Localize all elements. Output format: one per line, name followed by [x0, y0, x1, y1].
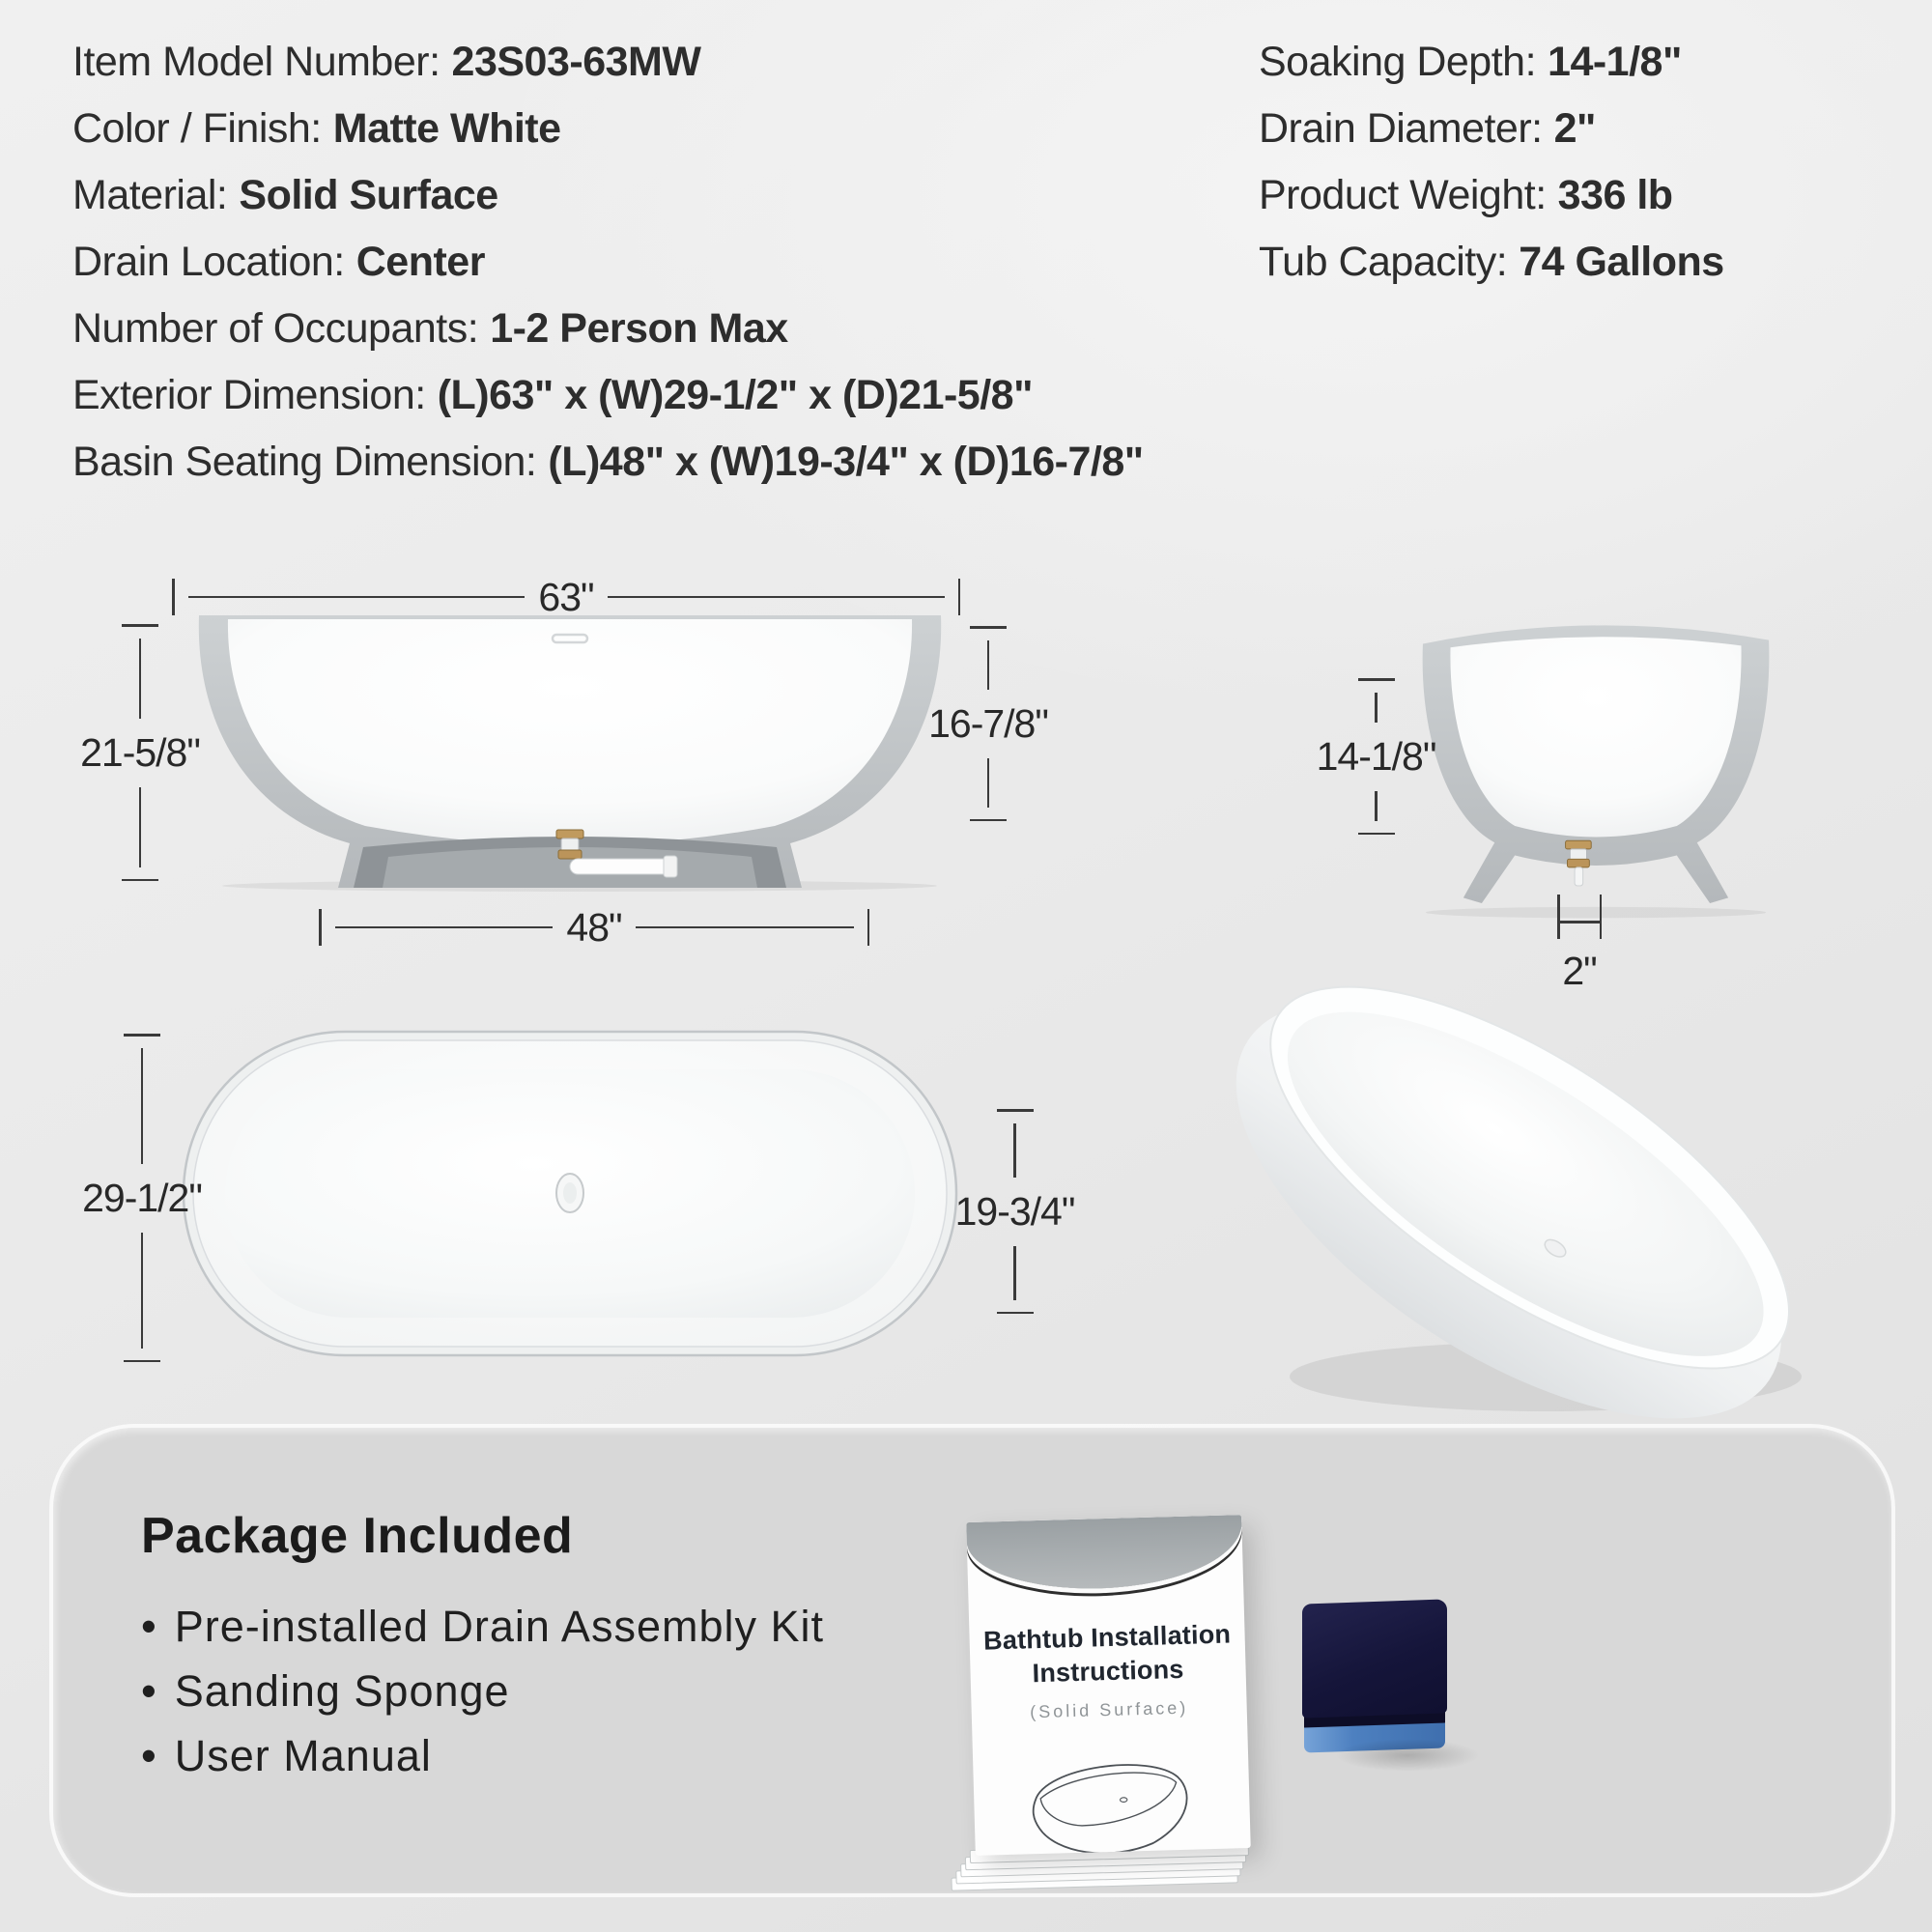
spec-label: Tub Capacity:	[1259, 239, 1508, 285]
package-item-label: Sanding Sponge	[174, 1666, 510, 1716]
perspective-view-drawing	[1188, 966, 1845, 1425]
dimension-label: 63"	[538, 574, 594, 619]
spec-occupants	[72, 296, 1144, 362]
dimension-label: 14-1/8"	[1316, 733, 1436, 779]
spec-drain-diameter	[1259, 96, 1724, 162]
dim-tick	[997, 1109, 1034, 1112]
dim-basin-width	[945, 1109, 1085, 1314]
dim-line	[139, 639, 142, 719]
spec-value: (L)63" x (W)29-1/2" x (D)21-5/8"	[437, 372, 1033, 418]
dimension-label: 16-7/8"	[928, 700, 1048, 746]
spec-label: Exterior Dimension:	[72, 372, 426, 418]
spec-label: Drain Diameter:	[1259, 105, 1543, 152]
bullet-icon: •	[141, 1666, 157, 1716]
manual-title-line1: Bathtub Installation	[982, 1619, 1232, 1656]
spec-value: 1-2 Person Max	[490, 305, 788, 352]
sponge-top-face	[1302, 1599, 1447, 1718]
spec-material	[72, 162, 1144, 229]
spec-tub-capacity	[1259, 229, 1724, 296]
dim-tick	[1358, 833, 1395, 836]
drain-assembly	[1566, 840, 1592, 886]
dim-tick	[1557, 895, 1560, 939]
spec-label: Drain Location:	[72, 239, 345, 285]
dim-tick	[1600, 895, 1603, 939]
dimension-label: 29-1/2"	[82, 1175, 202, 1220]
manual-header-band	[966, 1515, 1243, 1592]
spec-value: Solid Surface	[239, 172, 498, 218]
dim-tick	[172, 579, 175, 615]
spec-basin-dimension	[72, 429, 1144, 496]
dim-tick	[970, 819, 1007, 822]
front-view-drawing	[184, 611, 956, 892]
dim-line	[636, 926, 854, 929]
spec-value: (L)48" x (W)19-3/4" x (D)16-7/8"	[548, 439, 1144, 485]
tub-3d	[1188, 966, 1845, 1425]
spec-column-left	[72, 29, 1144, 496]
dim-soaking-depth	[1306, 678, 1446, 835]
top-view-drawing	[179, 1027, 961, 1360]
dim-line	[987, 640, 990, 690]
dim-exterior-length	[172, 574, 960, 619]
dimension-label: 21-5/8"	[80, 729, 200, 775]
dim-line	[1375, 791, 1378, 821]
spec-label: Color / Finish:	[72, 105, 322, 152]
dim-line	[141, 1048, 144, 1164]
dim-tick	[1358, 678, 1395, 681]
spec-value: 74 Gallons	[1519, 239, 1724, 285]
package-list	[141, 1594, 824, 1788]
package-item-sponge	[141, 1659, 824, 1723]
dimension-label: 19-3/4"	[954, 1188, 1075, 1234]
tub-interior	[1450, 637, 1741, 837]
manual-title	[969, 1617, 1246, 1692]
spec-value: 14-1/8"	[1548, 39, 1682, 85]
spec-label: Material:	[72, 172, 228, 218]
package-item-label: Pre-installed Drain Assembly Kit	[174, 1602, 825, 1651]
spec-label: Number of Occupants:	[72, 305, 479, 352]
dim-drain-diameter	[1557, 895, 1602, 993]
bullet-icon: •	[141, 1602, 157, 1651]
tub-line-drawing	[1013, 1741, 1209, 1856]
spec-label: Item Model Number:	[72, 39, 440, 85]
dim-line	[987, 758, 990, 808]
dim-tick	[124, 1034, 160, 1037]
spec-drain-location	[72, 229, 1144, 296]
dim-line	[1013, 1123, 1016, 1178]
spec-label: Basin Seating Dimension:	[72, 439, 537, 485]
dim-tick	[122, 624, 158, 627]
sanding-sponge	[1302, 1602, 1447, 1756]
spec-label: Product Weight:	[1259, 172, 1547, 218]
spec-item-model-number	[72, 29, 1144, 96]
dim-line	[188, 596, 526, 599]
dim-tick	[122, 879, 158, 882]
package-heading: Package Included	[141, 1508, 574, 1564]
spec-value: Center	[355, 239, 485, 285]
dim-tick	[997, 1312, 1034, 1315]
dim-line	[1559, 921, 1600, 923]
spec-color-finish	[72, 96, 1144, 162]
dimension-label: 2"	[1562, 949, 1597, 993]
side-view-drawing	[1403, 614, 1789, 923]
package-item-label: User Manual	[174, 1731, 432, 1780]
dim-tick	[867, 909, 870, 946]
dim-tick	[319, 909, 322, 946]
package-item-manual	[141, 1723, 824, 1788]
dim-line	[1375, 693, 1378, 723]
dim-tick	[124, 1360, 160, 1363]
drain-hole-inner	[563, 1182, 577, 1204]
dim-line	[139, 787, 142, 867]
package-item-drain-kit	[141, 1594, 824, 1659]
bullet-icon: •	[141, 1731, 157, 1780]
dim-line	[1013, 1246, 1016, 1300]
dim-exterior-depth	[68, 624, 213, 881]
manual-subtitle: (Solid Surface)	[1029, 1697, 1189, 1722]
dimension-label: 48"	[566, 904, 622, 950]
spec-exterior-dimension	[72, 362, 1144, 429]
dim-tick	[970, 626, 1007, 629]
spec-value: 336 lb	[1557, 172, 1673, 218]
dim-basin-length	[319, 904, 869, 950]
spec-value: 23S03-63MW	[451, 39, 701, 85]
spec-value: Matte White	[332, 105, 561, 152]
spec-product-weight	[1259, 162, 1724, 229]
dim-line	[335, 926, 554, 929]
spec-soaking-depth	[1259, 29, 1724, 96]
dim-line	[141, 1233, 144, 1349]
dim-line	[608, 596, 945, 599]
spec-label: Soaking Depth:	[1259, 39, 1537, 85]
dim-exterior-width	[70, 1034, 214, 1362]
manual-title-line2: Instructions	[1032, 1654, 1184, 1689]
manual-cover	[966, 1515, 1251, 1856]
dim-tick	[958, 579, 961, 615]
spec-value: 2"	[1553, 105, 1596, 152]
dim-basin-depth	[916, 626, 1061, 821]
installation-manual	[966, 1515, 1251, 1856]
spec-column-right	[1259, 29, 1724, 296]
